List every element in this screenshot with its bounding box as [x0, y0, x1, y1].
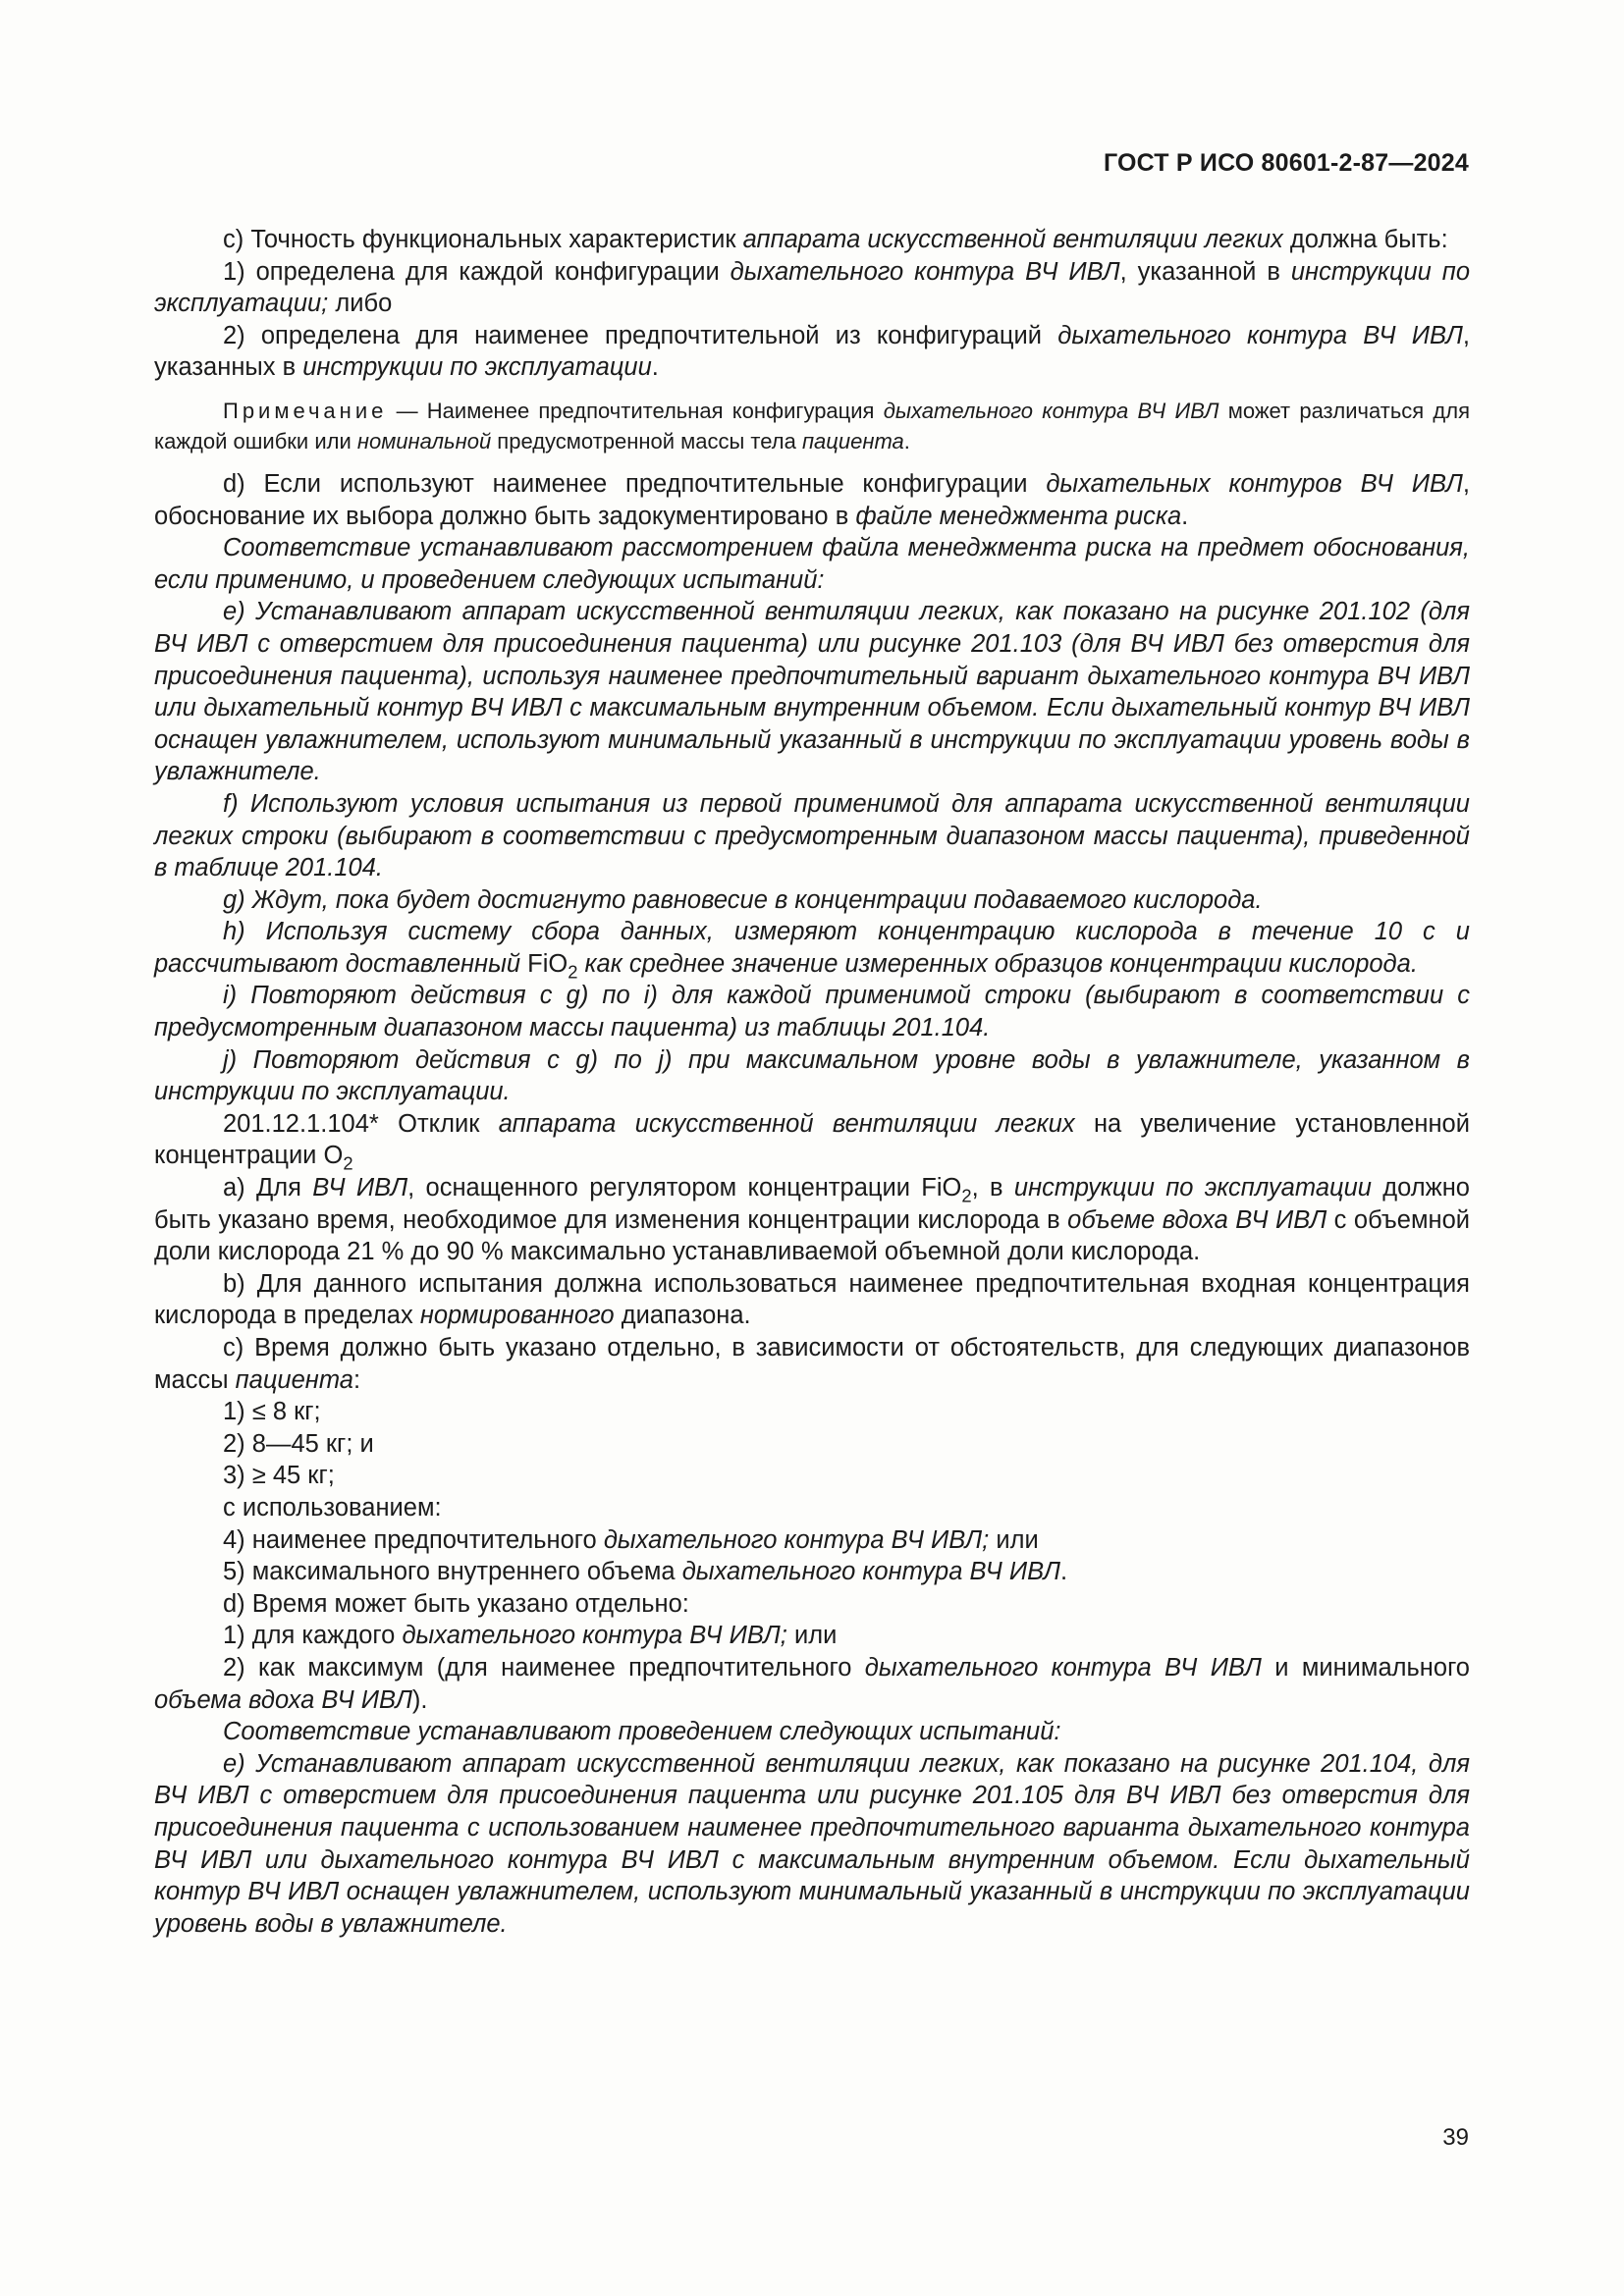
text: 2) определена для наименее предпочтительной из конфигураций [223, 321, 1058, 349]
list-item-d-2 [154, 1652, 1470, 1716]
text: , указанной в [1119, 257, 1291, 286]
paragraph-c-accuracy [154, 224, 1470, 256]
subscript: 2 [961, 1185, 972, 1206]
fio-symbol: FiO [527, 949, 568, 978]
paragraph-b [154, 1268, 1470, 1332]
note-paragraph [154, 396, 1470, 456]
text: может различаться для каждой ошибки или [154, 398, 1470, 454]
text: c) Точность функциональных характеристик [223, 226, 743, 253]
text: или [989, 1525, 1039, 1554]
text: либо [328, 290, 393, 318]
paragraph-j: j) Повторяют действия с g) по j) при максимальном уровне воды в увлажнителе, указанном в инструкции по эксплуатации. [154, 1045, 1470, 1106]
subscript: 2 [343, 1152, 353, 1174]
page-number: 39 [1442, 2124, 1469, 2151]
term: файле менеджмента риска [855, 502, 1182, 530]
paragraph-f: f) Используют условия испытания из первой применимой для аппарата искусственной вентиляции легких строки (выбирают в соответствии с предусмотренным диапазоном массы пациента), приведенной в таблице 201.104. [154, 789, 1470, 882]
subscript: 2 [568, 961, 578, 983]
paragraph-conformance-1: Соответствие устанавливают рассмотрением файла менеджмента риска на предмет обоснования, если применимо, и проведением следующих испытаний: [154, 534, 1470, 594]
paragraph-i: i) Повторяют действия с g) по i) для каждой применимой строки (выбирают в соответствии с предусмотренным диапазоном массы пациента) из таблицы 201.104. [154, 982, 1470, 1042]
list-item-weight-1: 1) ≤ 8 кг; [223, 1398, 321, 1426]
term: дыхательного контура ВЧ ИВЛ [1057, 321, 1463, 349]
text: . [1181, 502, 1189, 530]
paragraph-a [154, 1172, 1470, 1268]
text: 201.12.1.104* Отклик [223, 1109, 499, 1138]
list-item-5 [154, 1556, 1470, 1588]
text: должна быть: [1282, 226, 1448, 253]
term: номинальной [356, 428, 492, 454]
text: 1) для каждого [223, 1622, 403, 1650]
paragraph-d [154, 468, 1470, 532]
term: дыхательных контуров ВЧ ИВЛ [1046, 469, 1463, 498]
term: объема вдоха ВЧ ИВЛ [154, 1685, 412, 1714]
text: 5) максимального внутреннего объема [223, 1558, 682, 1586]
text: 1) определена для каждой конфигурации [223, 257, 731, 286]
text: d) Если используют наименее предпочтительные конфигурации [223, 469, 1047, 498]
text: , обоснование их выбора должно быть задокументировано в [154, 469, 1470, 530]
text: должно быть указано время, необходимое для изменения концентрации кислорода в [154, 1174, 1470, 1234]
term: дыхательного контура ВЧ ИВЛ [864, 1653, 1262, 1682]
term: нормированного [419, 1302, 615, 1330]
text: с объемной доли кислорода 21 % до 90 % максимально устанавливаемой объемной доли кислорода. [154, 1205, 1470, 1266]
term: дыхательного контура ВЧ ИВЛ; [402, 1622, 787, 1650]
list-item-weight-2: 2) 8—45 кг; и [223, 1429, 374, 1458]
text: на увеличение установленной концентрации O [154, 1109, 1470, 1170]
note-label: Примечание [223, 398, 388, 423]
text: диапазона. [614, 1302, 751, 1330]
section-201-12-1-104 [154, 1108, 1470, 1172]
text: 4) наименее предпочтительного [223, 1525, 604, 1554]
term: инструкции по эксплуатации [302, 353, 652, 382]
list-item-weight-3: 3) ≥ 45 кг; [223, 1462, 335, 1490]
text: ). [411, 1685, 428, 1714]
text: и минимального [1261, 1653, 1470, 1682]
text: 2) как максимум (для наименее предпочтительного [223, 1653, 865, 1682]
text: — Наименее предпочтительная конфигурация [387, 398, 884, 423]
paragraph-d-time: d) Время может быть указано отдельно: [223, 1589, 689, 1618]
document-header: ГОСТ Р ИСО 80601-2-87—2024 [1103, 149, 1469, 177]
paragraph-h [154, 916, 1470, 983]
term: дыхательного контура ВЧ ИВЛ; [603, 1525, 990, 1554]
text: c) Время должно быть указано отдельно, в зависимости от обстоятельств, для следующих диапазонов массы [154, 1334, 1470, 1394]
term: дыхательного контура ВЧ ИВЛ [730, 257, 1120, 286]
list-item-d-1 [154, 1620, 1470, 1652]
term: аппарата искусственной вентиляции легких [498, 1109, 1075, 1138]
text: , в [971, 1174, 1014, 1202]
paragraph-conformance-2: Соответствие устанавливают проведением следующих испытаний: [223, 1718, 1061, 1746]
text: a) Для [223, 1174, 313, 1202]
text: или [786, 1622, 838, 1650]
text: . [651, 353, 659, 382]
paragraph-e-test-2: e) Устанавливают аппарат искусственной вентиляции легких, как показано на рисунке 201.104, для ВЧ ИВЛ с отверстием для присоединения пациента или рисунке 201.105 для ВЧ ИВЛ без отверстия для присоединения пациента с использованием наименее предпочтительного варианта дыхательного контура ВЧ ИВЛ или дыхательного контура ВЧ ИВЛ с максимальным внутренним объемом. Если дыхательный контур ВЧ ИВЛ оснащен увлажнителем, используют минимальный указанный в инструкции по эксплуатации уровень воды в увлажнителе. [154, 1749, 1470, 1938]
paragraph-e-test-1: e) Устанавливают аппарат искусственной вентиляции легких, как показано на рисунке 201.102 (для ВЧ ИВЛ с отверстием для присоединения пациента) или рисунке 201.103 (для ВЧ ИВЛ без отверстия для присоединения пациента), используя наименее предпочтительный вариант дыхательного контура ВЧ ИВЛ или дыхательный контур ВЧ ИВЛ с максимальным внутренним объемом. Если дыхательный контур ВЧ ИВЛ оснащен увлажнителем, используют минимальный указанный в инструкции по эксплуатации уровень воды в увлажнителе. [154, 598, 1470, 786]
list-item-4 [154, 1524, 1470, 1557]
term: аппарата искусственной вентиляции легких [742, 226, 1283, 253]
text: . [903, 428, 910, 454]
term: объеме вдоха ВЧ ИВЛ [1067, 1205, 1327, 1234]
paragraph-c-time [154, 1332, 1470, 1396]
paragraph-g: g) Ждут, пока будет достигнуто равновесие в концентрации подаваемого кислорода. [223, 885, 1263, 914]
term: дыхательного контура ВЧ ИВЛ [883, 398, 1219, 423]
term: ВЧ ИВЛ [312, 1174, 408, 1202]
text: : [352, 1365, 361, 1394]
text: , оснащенного регулятором концентрации FiO [407, 1174, 962, 1202]
term: пациента [801, 428, 904, 454]
list-item-2 [154, 320, 1470, 384]
text: предусмотренной массы тела [491, 428, 802, 454]
term: пациента [235, 1365, 353, 1394]
list-item-1 [154, 256, 1470, 320]
text: . [1060, 1558, 1068, 1586]
text: как среднее значение измеренных образцов концентрации кислорода. [577, 949, 1418, 978]
term: дыхательного контура ВЧ ИВЛ [681, 1558, 1061, 1586]
document-body [154, 224, 1470, 1940]
paragraph-using: с использованием: [223, 1493, 442, 1522]
text: , указанных в [154, 321, 1470, 382]
text: b) Для данного испытания должна использоваться наименее предпочтительная входная концентрация кислорода в пределах [154, 1269, 1470, 1330]
term: инструкции по эксплуатации [1013, 1174, 1372, 1202]
text: h) Используя систему сбора данных, измеряют концентрацию кислорода в течение 10 с и рассчитывают доставленный [154, 918, 1470, 978]
term: инструкции по эксплуатации; [154, 257, 1470, 318]
